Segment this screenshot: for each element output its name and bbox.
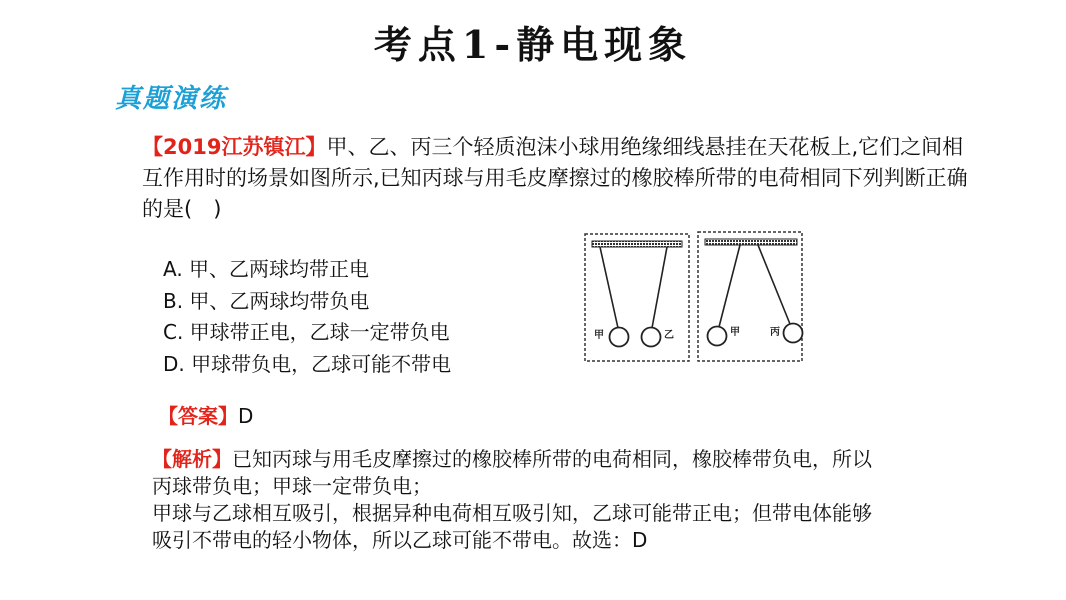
right-thread-bing (758, 245, 790, 324)
right-ceiling (705, 239, 797, 245)
right-label-jia: 甲 (730, 327, 740, 338)
analysis-line: 吸引不带电的轻小物体，所以乙球可能不带电。故选：D (152, 528, 648, 552)
answer-label: 【答案】 (158, 404, 238, 428)
left-ball-yi (642, 328, 661, 347)
option-d: D. 甲球带负电，乙球可能不带电 (163, 351, 452, 376)
question-stem: 甲、乙、丙三个轻质泡沫小球用绝缘细线悬挂在天花板上,它们之间相互作用时的场景如图所示,已知丙球与用毛皮摩擦过的橡胶棒所带的电荷相同下列判断正确的是( ) (142, 135, 968, 221)
analysis-line: 【解析】已知丙球与用毛皮摩擦过的橡胶棒所带的电荷相同，橡胶棒带负电，所以 (152, 447, 872, 471)
analysis-line: 甲球与乙球相互吸引，根据异种电荷相互吸引知，乙球可能带正电；但带电体能够 (152, 501, 872, 525)
question-source: 【2019江苏镇江】 (142, 135, 327, 159)
answer (158, 400, 253, 429)
left-thread-yi (652, 247, 667, 328)
right-label-bing: 丙 (770, 327, 780, 338)
left-ceiling (592, 241, 682, 247)
option-c: C. 甲球带正电，乙球一定带负电 (163, 320, 450, 344)
section-label: 真题演练 (115, 84, 228, 114)
left-label-jia: 甲 (594, 330, 604, 341)
analysis-line: 丙球带负电；甲球一定带负电； (152, 474, 432, 498)
page-title: 考点1-静电现象 (373, 22, 693, 67)
left-ball-jia (610, 328, 629, 347)
option-b: B. 甲、乙两球均带负电 (163, 288, 370, 313)
right-ball-jia (708, 327, 727, 346)
option-a: A. 甲、乙两球均带正电 (163, 257, 370, 281)
options-list (163, 254, 451, 380)
left-thread-jia (600, 247, 618, 328)
right-ball-bing (784, 324, 803, 343)
pendulum-diagram (580, 228, 810, 368)
analysis (152, 446, 972, 554)
question-text (142, 132, 972, 225)
right-thread-jia (719, 245, 740, 327)
answer-value: D (238, 404, 254, 428)
analysis-label: 【解析】 (152, 447, 232, 471)
left-label-yi: 乙 (664, 330, 674, 341)
